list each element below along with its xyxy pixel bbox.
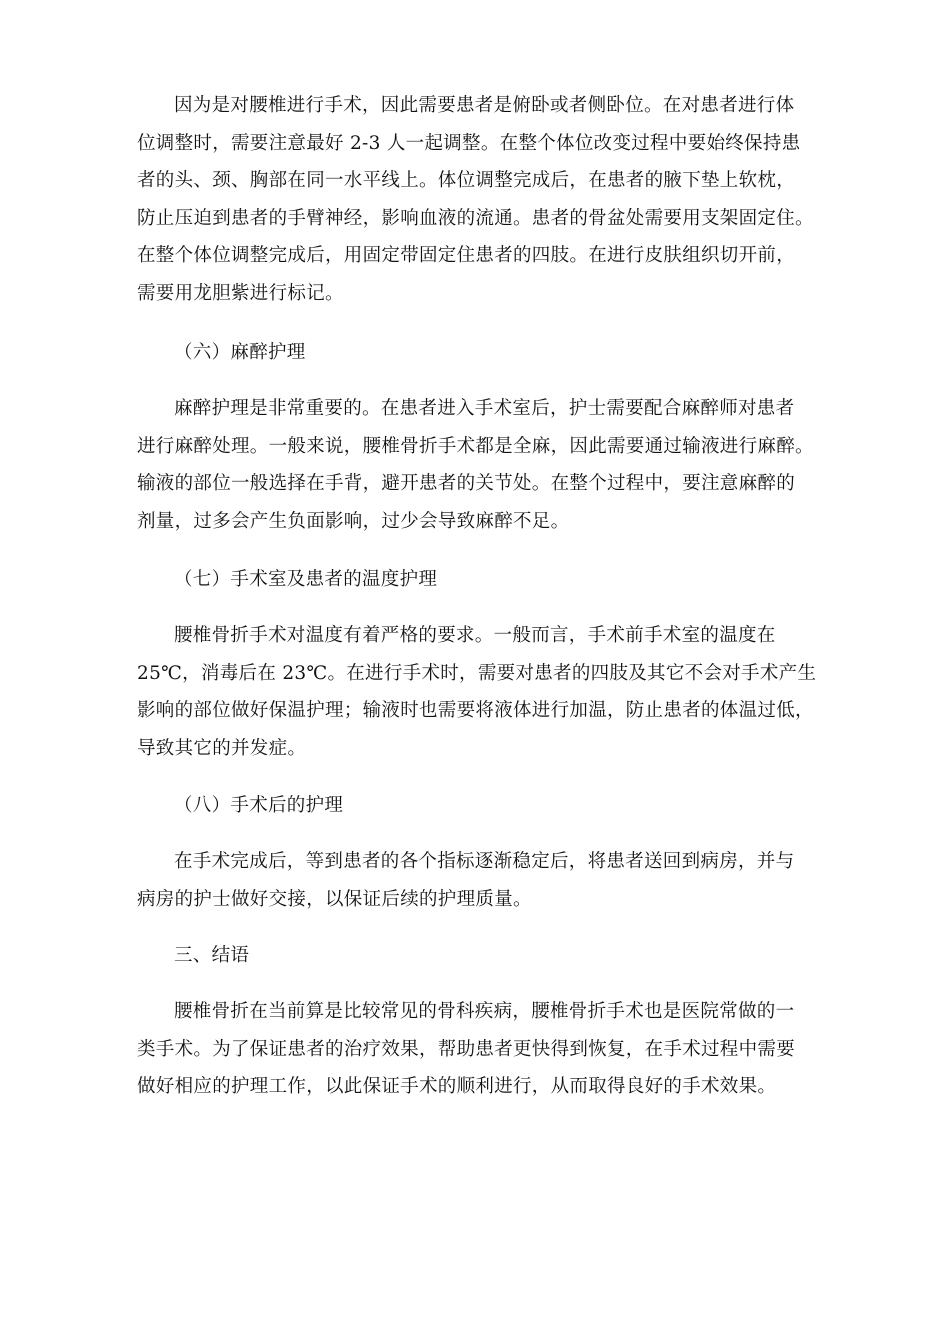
- paragraph-line: 病房的护士做好交接，以保证后续的护理质量。: [137, 888, 532, 910]
- section-heading: 三、结语: [174, 945, 250, 966]
- section-heading-conclusion: [137, 937, 827, 975]
- section-heading: （七）手术室及患者的温度护理: [174, 569, 438, 590]
- paragraph-line: 影响的部位做好保温护理；输液时也需要将液体进行加温，防止患者的体温过低，: [137, 700, 814, 721]
- paragraph-line: 麻醉护理是非常重要的。在患者进入手术室后，护士需要配合麻醉师对患者: [174, 398, 795, 419]
- paragraph-line: 腰椎骨折在当前算是比较常见的骨科疾病，腰椎骨折手术也是医院常做的一: [174, 1001, 795, 1022]
- paragraph-line: 者的头、颈、胸部在同一水平线上。体位调整完成后，在患者的腋下垫上软枕，: [137, 170, 796, 191]
- paragraph-line: 在整个体位调整完成后，用固定带固定住患者的四肢。在进行皮肤组织切开前，: [137, 245, 796, 266]
- paragraph-positioning: [137, 87, 827, 312]
- paragraph-conclusion: [137, 993, 827, 1106]
- paragraph-line: 导致其它的并发症。: [137, 737, 307, 759]
- paragraph-line: 类手术。为了保证患者的治疗效果，帮助患者更快得到恢复，在手术过程中需要: [137, 1038, 796, 1060]
- section-heading: （六）麻醉护理: [174, 342, 306, 363]
- paragraph-line: 输液的部位一般选择在手背，避开患者的关节处。在整个过程中，要注意麻醉的: [137, 473, 796, 494]
- paragraph-line: 25℃，消毒后在 23℃。在进行手术时，需要对患者的四肢及其它不会对手术产生: [137, 662, 817, 684]
- paragraph-postoperative: [137, 843, 827, 918]
- paragraph-line: 因为是对腰椎进行手术，因此需要患者是俯卧或者侧卧位。在对患者进行体: [174, 95, 795, 116]
- section-heading-postoperative: [137, 787, 827, 825]
- paragraph-anesthesia: [137, 390, 827, 540]
- paragraph-line: 剂量，过多会产生负面影响，过少会导致麻醉不足。: [137, 510, 570, 532]
- section-heading-anesthesia: [137, 334, 827, 372]
- paragraph-line: 进行麻醉处理。一般来说，腰椎骨折手术都是全麻，因此需要通过输液进行麻醉。: [137, 435, 814, 457]
- paragraph-line: 腰椎骨折手术对温度有着严格的要求。一般而言，手术前手术室的温度在: [174, 625, 776, 646]
- section-heading: （八）手术后的护理: [174, 795, 344, 816]
- paragraph-temperature: [137, 617, 827, 767]
- section-heading-temperature: [137, 561, 827, 599]
- paragraph-line: 在手术完成后，等到患者的各个指标逐渐稳定后，将患者送回到病房，并与: [174, 851, 795, 872]
- paragraph-line: 位调整时，需要注意最好 2-3 人一起调整。在整个体位改变过程中要始终保持患: [137, 132, 801, 154]
- paragraph-line: 做好相应的护理工作，以此保证手术的顺利进行，从而取得良好的手术效果。: [137, 1076, 777, 1097]
- paragraph-line: 防止压迫到患者的手臂神经，影响血液的流通。患者的骨盆处需要用支架固定住。: [137, 207, 814, 229]
- paragraph-line: 需要用龙胆紫进行标记。: [137, 282, 344, 304]
